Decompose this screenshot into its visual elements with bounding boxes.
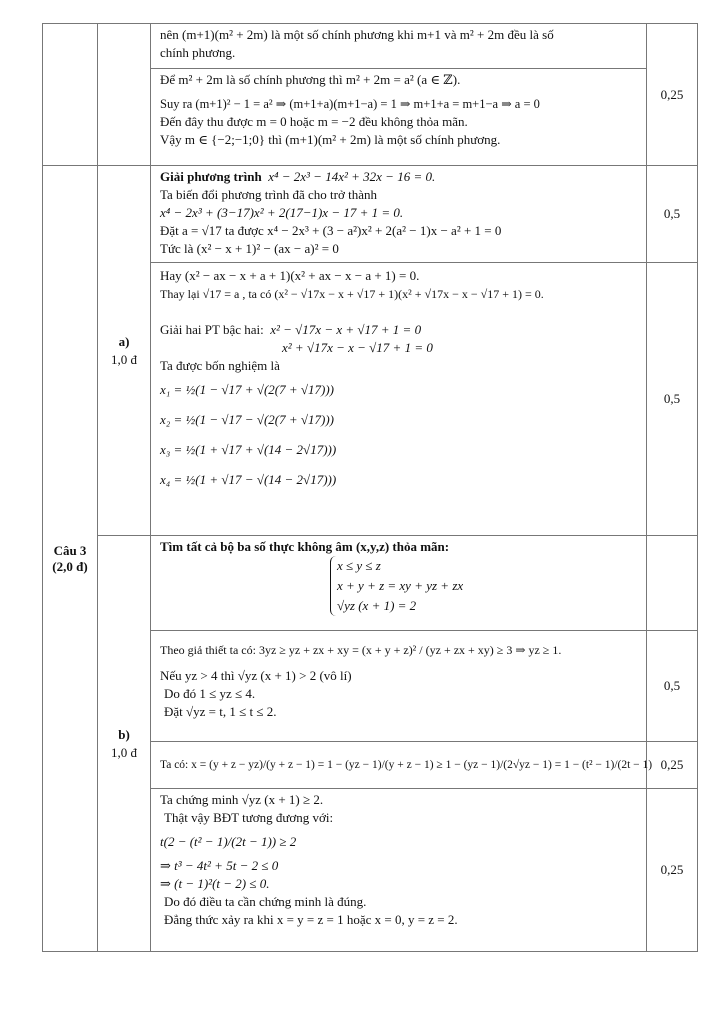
question-cell	[43, 24, 98, 166]
table-row	[43, 166, 698, 263]
content-cell	[151, 166, 647, 263]
text-line: Do đó 1 ≤ yz ≤ 4.	[164, 686, 256, 701]
content-cell	[151, 742, 653, 789]
text-line: Nếu yz > 4 thì √yz (x + 1) > 2 (vô lí)	[160, 668, 352, 683]
question-label-cell	[43, 166, 98, 952]
text-line: ⇒ (t − 1)²(t − 2) ≤ 0.	[160, 876, 270, 891]
content-cell	[151, 263, 647, 536]
equation-system	[330, 556, 463, 616]
text-line: Tức là (x² − x + 1)² − (ax − a)² = 0	[160, 241, 339, 256]
text-line: t(2 − (t² − 1)/(2t − 1)) ≥ 2	[160, 834, 297, 849]
text-line: Suy ra (m+1)² − 1 = a² ⇒ (m+1+a)(m+1−a) = 1 ⇒ m+1+a = m+1−a ⇒ a = 0	[160, 97, 540, 111]
text-line: nên (m+1)(m² + 2m) là một số chính phương khi m+1 và m² + 2m đều là số	[160, 27, 554, 42]
subpart-cell	[98, 24, 151, 166]
content-cell	[151, 536, 647, 631]
subpart-b-label: b)	[118, 726, 130, 742]
root-line: x₁ = ½(1 − √17 + √(2(7 + √17)))	[160, 382, 335, 397]
score-cell: 0,25	[647, 789, 698, 952]
subpart-b-cell	[98, 536, 151, 952]
text-line: Thay lại √17 = a , ta có (x² − √17x − x + √17 + 1)(x² + √17x − x − √17 + 1) = 0.	[160, 287, 544, 301]
content-cell	[151, 24, 647, 69]
score-cell: 0,5	[647, 631, 698, 742]
question-number: Câu 3	[53, 542, 87, 558]
text-line: x⁴ − 2x³ + (3−17)x² + 2(17−1)x − 17 + 1 = 0.	[160, 205, 404, 220]
text-line: Giải hai PT bậc hai:	[160, 322, 264, 337]
problem-title: Tìm tất cả bộ ba số thực không âm (x,y,z) thỏa mãn:	[160, 539, 450, 554]
answer-key-table	[42, 23, 698, 952]
problem-title: Giải phương trình	[160, 169, 262, 184]
system-line: x + y + z = xy + yz + zx	[337, 578, 464, 593]
system-line: x ≤ y ≤ z	[337, 558, 381, 573]
text-line: ⇒ t³ − 4t² + 5t − 2 ≤ 0	[160, 858, 279, 873]
score-cell: 0,25	[647, 742, 698, 789]
text-line: Để m² + 2m là số chính phương thì m² + 2m = a² (a ∈ ℤ).	[160, 72, 461, 87]
equation-line: x² + √17x − x − √17 + 1 = 0	[282, 340, 433, 355]
root-line: x₄ = ½(1 + √17 − √(14 − 2√17)))	[160, 472, 337, 487]
root-line: x₂ = ½(1 − √17 − √(2(7 + √17)))	[160, 412, 335, 427]
text-line: Đặt √yz = t, 1 ≤ t ≤ 2.	[164, 704, 277, 719]
score-cell: 0,25	[647, 24, 698, 166]
subpart-a-cell	[98, 166, 151, 536]
text-line: Đến đây thu được m = 0 hoặc m = −2 đều không thỏa mãn.	[160, 114, 468, 129]
problem-equation: x⁴ − 2x³ − 14x² + 32x − 16 = 0.	[268, 169, 436, 184]
equation-line: x² − √17x − x + √17 + 1 = 0	[270, 322, 422, 337]
score-cell: 0,5	[647, 166, 698, 263]
text-line: Ta có: x = (y + z − yz)/(y + z − 1) = 1 − (yz − 1)/(y + z − 1) ≥ 1 − (yz − 1)/(2√yz − 1) = 1 − (t² − 1)/(2t − 1)	[160, 759, 653, 771]
text-line: Ta biến đổi phương trình đã cho trở thành	[160, 187, 378, 202]
content-cell	[151, 69, 647, 166]
table-row	[43, 536, 698, 631]
subpart-a-points: 1,0 đ	[111, 351, 137, 367]
score-cell	[647, 536, 698, 631]
content-cell	[151, 631, 647, 742]
text-line: Vậy m ∈ {−2;−1;0} thì (m+1)(m² + 2m) là một số chính phương.	[160, 132, 501, 147]
text-line: Đẳng thức xảy ra khi x = y = z = 1 hoặc x = 0, y = z = 2.	[164, 912, 458, 927]
text-line: Thật vậy BĐT tương đương với:	[164, 810, 334, 825]
text-line: Ta được bốn nghiệm là	[160, 358, 280, 373]
text-line: Ta chứng minh √yz (x + 1) ≥ 2.	[160, 792, 324, 807]
root-line: x₃ = ½(1 + √17 + √(14 − 2√17)))	[160, 442, 337, 457]
subpart-a-label: a)	[118, 333, 130, 349]
table-row	[43, 24, 698, 69]
text-line: Hay (x² − ax − x + a + 1)(x² + ax − x − a + 1) = 0.	[160, 268, 420, 283]
question-points: (2,0 đ)	[52, 558, 88, 574]
subpart-b-points: 1,0 đ	[111, 744, 137, 760]
text-line: Theo giả thiết ta có: 3yz ≥ yz + zx + xy = (x + y + z)² / (yz + zx + xy) ≥ 3 ⇒ yz ≥ 1.	[160, 643, 562, 657]
text-line: Do đó điều ta cần chứng minh là đúng.	[164, 894, 367, 909]
content-cell	[151, 789, 647, 952]
text-line: chính phương.	[160, 45, 236, 60]
system-line: √yz (x + 1) = 2	[337, 598, 417, 613]
text-line: Đặt a = √17 ta được x⁴ − 2x³ + (3 − a²)x² + 2(a² − 1)x − a² + 1 = 0	[160, 223, 502, 238]
score-cell: 0,5	[647, 263, 698, 536]
